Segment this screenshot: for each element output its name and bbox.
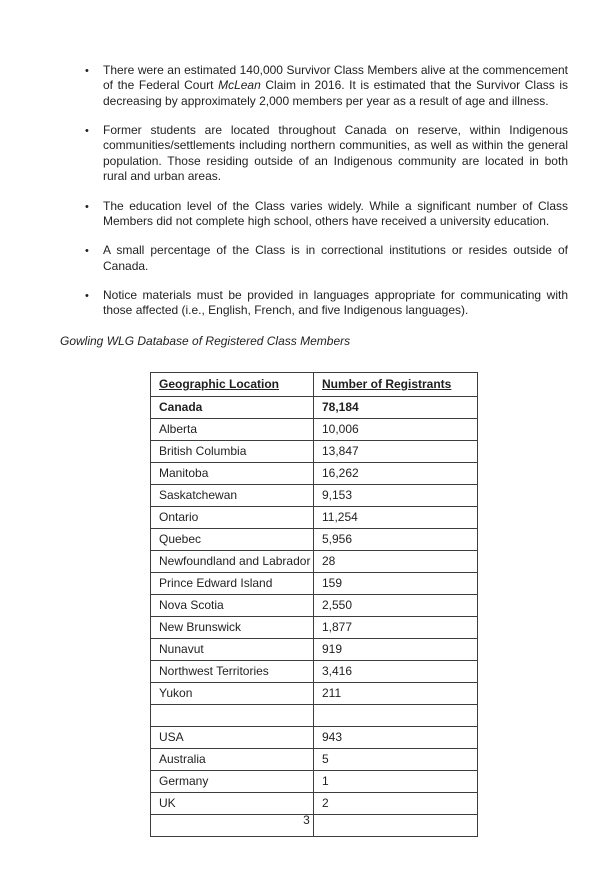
table-row	[151, 529, 478, 551]
column-header-number-of-registrants: Number of Registrants	[314, 373, 478, 397]
bullet-text: Notice materials must be provided in languages appropriate for communicating with those affected (i.e., English, French, and five Indigenous languages).	[103, 287, 568, 318]
cell-location: Northwest Territories	[151, 661, 314, 683]
cell-location: USA	[151, 727, 314, 749]
cell-location: Saskatchewan	[151, 485, 314, 507]
cell-location: Australia	[151, 749, 314, 771]
cell-registrants	[314, 705, 478, 727]
cell-location: Prince Edward Island	[151, 573, 314, 595]
table-row	[151, 749, 478, 771]
page-content	[60, 63, 568, 837]
cell-registrants: 13,847	[314, 441, 478, 463]
bullet-item-locations	[85, 123, 568, 184]
bullet-item-notice-languages	[85, 288, 568, 319]
cell-registrants: 5,956	[314, 529, 478, 551]
cell-registrants: 78,184	[314, 397, 478, 419]
cell-registrants: 11,254	[314, 507, 478, 529]
bullet-icon: •	[85, 245, 89, 258]
cell-registrants: 16,262	[314, 463, 478, 485]
cell-location: Manitoba	[151, 463, 314, 485]
cell-registrants: 28	[314, 551, 478, 573]
table-row	[151, 639, 478, 661]
cell-location	[151, 705, 314, 727]
table-row	[151, 661, 478, 683]
bullet-text: Former students are located throughout Canada on reserve, within Indigenous communities/settlements including northern communities, as well as within the general population. Those residing outside of an Indigenous community are located in both rural and urban areas.	[103, 123, 568, 184]
cell-location: Ontario	[151, 507, 314, 529]
table-row	[151, 551, 478, 573]
table-row	[151, 595, 478, 617]
cell-registrants: 1,877	[314, 617, 478, 639]
bullet-icon: •	[85, 65, 89, 77]
registrants-table	[150, 372, 478, 837]
table-row	[151, 617, 478, 639]
bullet-text: A small percentage of the Class is in correctional institutions or resides outside of Canada.	[103, 243, 568, 273]
cell-registrants: 1	[314, 771, 478, 793]
bullet-text	[103, 63, 568, 109]
cell-registrants: 943	[314, 727, 478, 749]
table-row	[151, 463, 478, 485]
cell-location: British Columbia	[151, 441, 314, 463]
bullet-icon: •	[85, 289, 89, 302]
table-row	[151, 793, 478, 815]
cell-registrants: 211	[314, 683, 478, 705]
cell-location: Nova Scotia	[151, 595, 314, 617]
cell-location: UK	[151, 793, 314, 815]
table-row	[151, 441, 478, 463]
table-row	[151, 507, 478, 529]
cell-registrants: 2	[314, 793, 478, 815]
cell-registrants: 2,550	[314, 595, 478, 617]
cell-registrants: 919	[314, 639, 478, 661]
table-row	[151, 573, 478, 595]
cell-registrants: 159	[314, 573, 478, 595]
bullet-icon: •	[85, 125, 89, 138]
cell-location: Yukon	[151, 683, 314, 705]
cell-location: Quebec	[151, 529, 314, 551]
column-header-geographic-location: Geographic Location	[151, 373, 314, 397]
bullet-item-survivor-estimate	[85, 63, 568, 109]
bullet-text: The education level of the Class varies widely. While a significant number of Class Members did not complete high school, others have received a university education.	[103, 198, 568, 228]
table-row	[151, 727, 478, 749]
bullet-text-italic-case-name: McLean	[218, 78, 261, 93]
cell-registrants: 10,006	[314, 419, 478, 441]
table-row	[151, 683, 478, 705]
cell-location: Newfoundland and Labrador	[151, 551, 314, 573]
table-row	[151, 397, 478, 419]
cell-location: Nunavut	[151, 639, 314, 661]
bullet-item-education	[85, 199, 568, 230]
section-heading: Gowling WLG Database of Registered Class Members	[60, 333, 351, 348]
bullet-text-post: Claim in 2016. It is estimated that the Survivor Class is decreasing by approximately 2,000 members per year as a result of age and illness.	[103, 78, 569, 108]
table-row	[151, 771, 478, 793]
cell-registrants: 3,416	[314, 661, 478, 683]
cell-location: Canada	[151, 397, 314, 419]
cell-registrants: 9,153	[314, 485, 478, 507]
bullet-icon: •	[85, 200, 89, 213]
bullet-text-pre: There were an estimated 140,000 Survivor Class Members alive at the commencement of the Federal Court	[103, 63, 568, 93]
cell-location: Alberta	[151, 419, 314, 441]
table-row	[151, 419, 478, 441]
page-number: 3	[303, 813, 310, 827]
cell-location: Germany	[151, 771, 314, 793]
table-header-row	[151, 373, 478, 397]
table-row-empty	[151, 705, 478, 727]
bullet-item-correctional	[85, 243, 568, 274]
cell-location: New Brunswick	[151, 617, 314, 639]
cell-registrants: 5	[314, 749, 478, 771]
table-row	[151, 485, 478, 507]
